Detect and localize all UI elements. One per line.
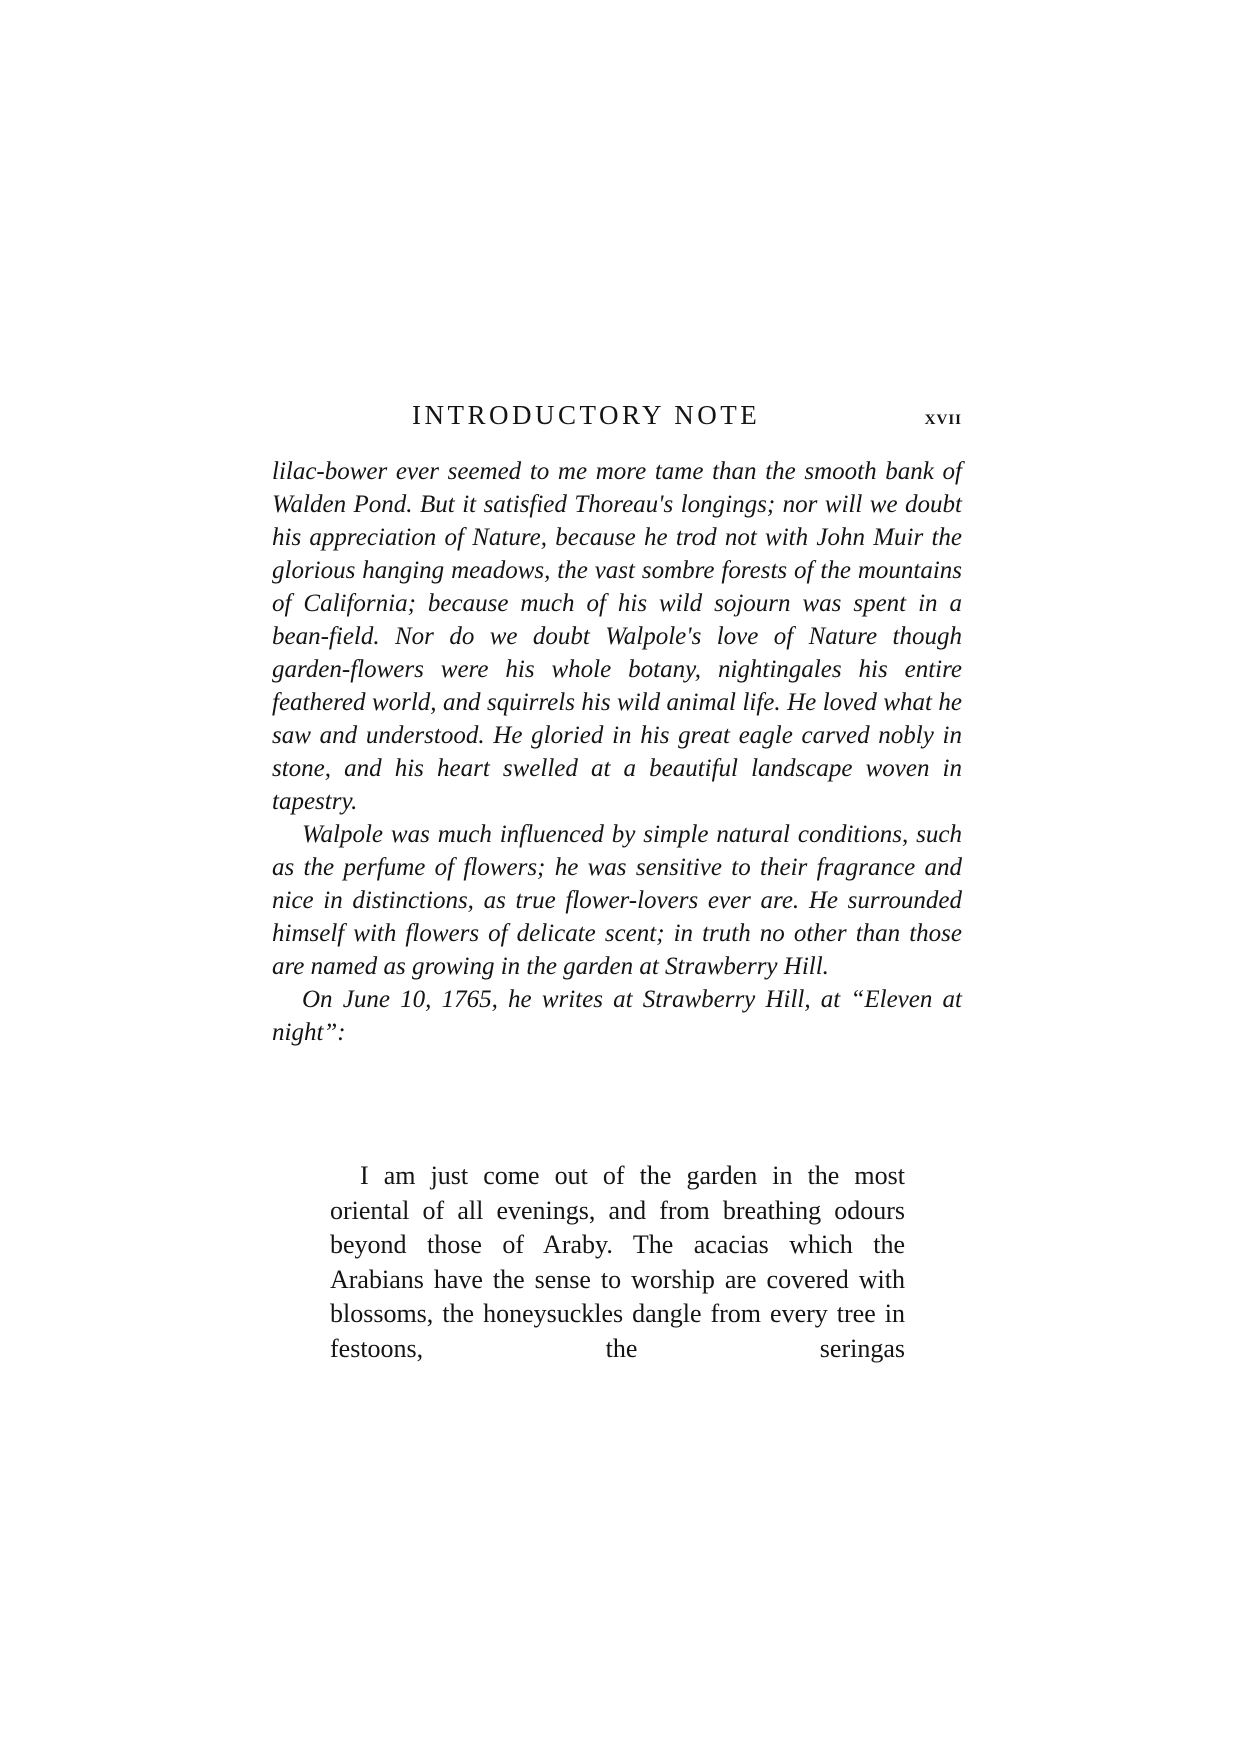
block-quotation: I am just come out of the garden in the most oriental of all evenings, and from breathing odours beyond those of Araby. The acacias which the Arabians have the sense to worship are covered with blossoms, the honeysuckles dangle from every tree in festoons, the seringas [330,1161,905,1363]
running-title: INTRODUCTORY NOTE [412,400,761,430]
paragraph-continuation: lilac-bower ever seemed to me more tame than the smooth bank of Walden Pond. But it satisfied Thoreau's longings; nor will we doubt his appreciation of Nature, because he trod not with John Muir the glorious hanging meadows, the vast sombre forests of the mountains of California; because much of his wild sojourn was spent in a bean-field. Nor do we doubt Walpole's love of Nature though garden-flowers were his whole botany, nightingales his entire feathered world, and squirrels his wild animal life. He loved what he saw and understood. He gloried in his great eagle carved nobly in stone, and his heart swelled at a beautiful landscape woven in tapestry. [272,458,962,815]
body-text [272,455,962,1049]
running-head [272,400,962,440]
paragraph-walpole-influence: Walpole was much influenced by simple natural conditions, such as the perfume of flowers; he was sensitive to their fragrance and nice in distinctions, as true flower-lovers ever are. He surrounded himself with flowers of delicate scent; in truth no other than those are named as growing in the garden at Strawberry Hill. [272,821,962,980]
page-number: xvii [924,404,962,429]
paragraph-june-letter-intro: On June 10, 1765, he writes at Strawberry Hill, at “Eleven at night”: [272,986,962,1046]
